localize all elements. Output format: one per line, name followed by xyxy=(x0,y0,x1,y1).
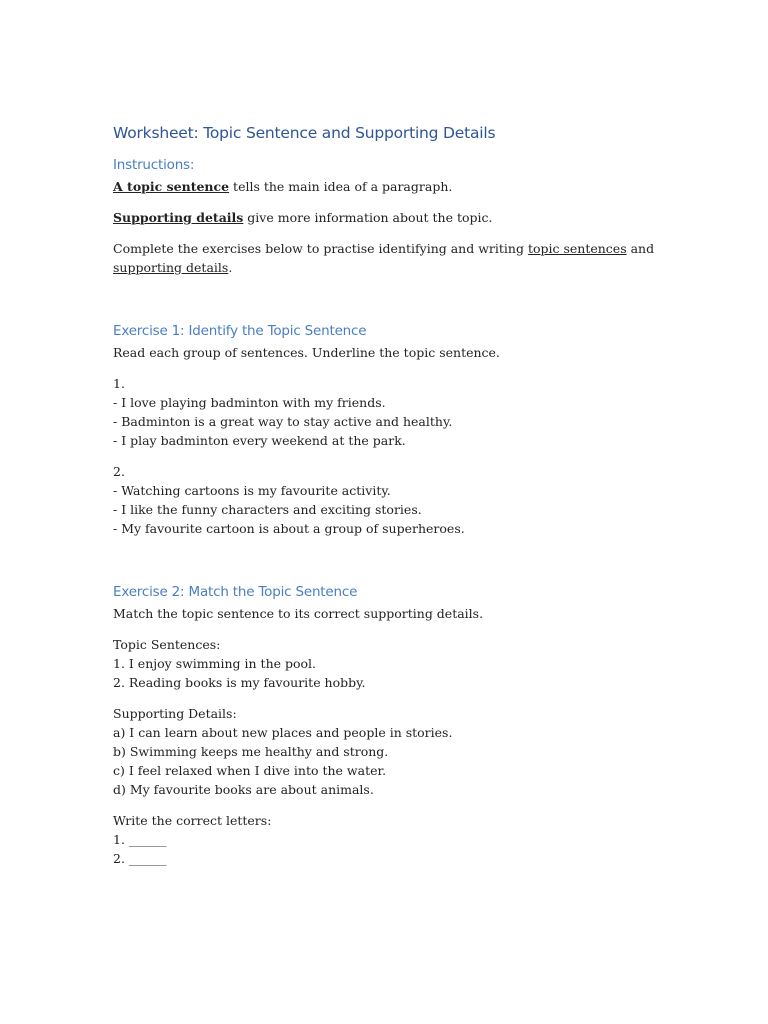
topic-sentences-list xyxy=(113,635,673,692)
instructions-heading: Instructions: xyxy=(113,157,195,173)
sentence-line: - Watching cartoons is my favourite activity. xyxy=(113,483,391,498)
sentence-line: - Badminton is a great way to stay active and healthy. xyxy=(113,414,453,429)
sentence-line: - I love playing badminton with my friends. xyxy=(113,395,386,410)
worksheet-page xyxy=(113,124,673,868)
exercise-1-heading: Exercise 1: Identify the Topic Sentence xyxy=(113,323,367,339)
supporting-details-link: supporting details xyxy=(113,260,229,275)
answers-block xyxy=(113,811,673,868)
exercise-2-section xyxy=(113,584,673,868)
exercise-2-instruction: Match the topic sentence to its correct supporting details. xyxy=(113,606,484,621)
supporting-details-term: Supporting details xyxy=(113,210,244,225)
exercise-2-heading: Exercise 2: Match the Topic Sentence xyxy=(113,584,358,600)
sentence-line: - My favourite cartoon is about a group of superheroes. xyxy=(113,521,465,536)
supporting-detail-item: d) My favourite books are about animals. xyxy=(113,782,374,797)
exercise-1-group-1 xyxy=(113,374,673,450)
instructions-section xyxy=(113,157,673,277)
supporting-details-label: Supporting Details: xyxy=(113,706,237,721)
topic-sentence-term: A topic sentence xyxy=(113,179,230,194)
topic-sentences-label: Topic Sentences: xyxy=(113,637,221,652)
instructions-p3-mid: and xyxy=(626,241,655,256)
sentence-line: - I play badminton every weekend at the park. xyxy=(113,433,406,448)
sentence-line: - I like the funny characters and exciting stories. xyxy=(113,502,422,517)
topic-sentences-link: topic sentences xyxy=(527,241,627,256)
answer-blank[interactable]: 1. ______ xyxy=(113,832,167,847)
instructions-p3-end: . xyxy=(228,260,233,275)
supporting-detail-item: c) I feel relaxed when I dive into the water. xyxy=(113,763,387,778)
instructions-paragraph-1 xyxy=(113,177,673,196)
answers-label: Write the correct letters: xyxy=(113,813,272,828)
instructions-p1-text: tells the main idea of a paragraph. xyxy=(229,179,453,194)
exercise-1-instruction: Read each group of sentences. Underline the topic sentence. xyxy=(113,345,500,360)
supporting-details-list xyxy=(113,704,673,799)
instructions-p3-start: Complete the exercises below to practise identifying and writing xyxy=(113,241,528,256)
topic-sentence-item: 2. Reading books is my favourite hobby. xyxy=(113,675,366,690)
supporting-detail-item: b) Swimming keeps me healthy and strong. xyxy=(113,744,389,759)
supporting-detail-item: a) I can learn about new places and people in stories. xyxy=(113,725,453,740)
answer-blank[interactable]: 2. ______ xyxy=(113,851,167,866)
instructions-paragraph-3 xyxy=(113,239,673,277)
exercise-1-group-2 xyxy=(113,462,673,538)
instructions-paragraph-2 xyxy=(113,208,673,227)
instructions-p2-text: give more information about the topic. xyxy=(243,210,493,225)
group-number: 1. xyxy=(113,376,125,391)
page-title: Worksheet: Topic Sentence and Supporting Details xyxy=(113,124,496,142)
group-number: 2. xyxy=(113,464,125,479)
exercise-1-section xyxy=(113,323,673,538)
topic-sentence-item: 1. I enjoy swimming in the pool. xyxy=(113,656,317,671)
